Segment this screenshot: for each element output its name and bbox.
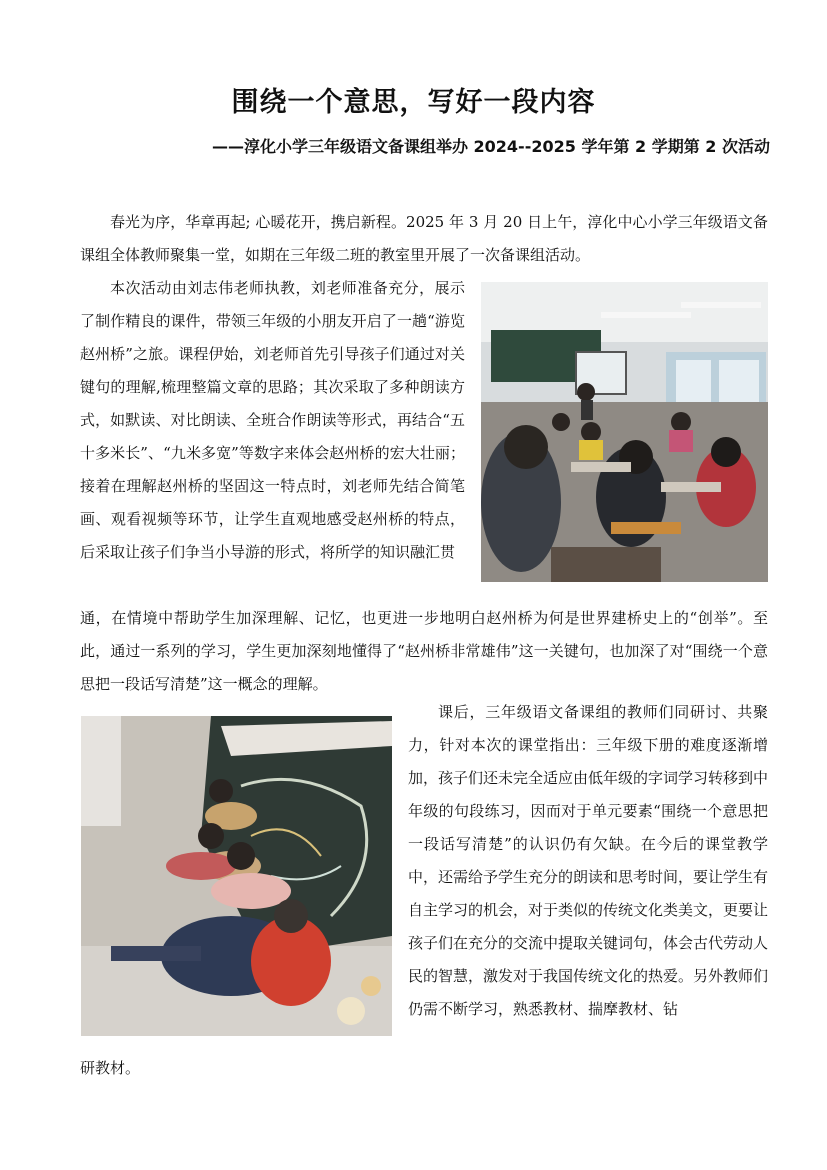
article-subtitle: ——淳化小学三年级语文备课组举办 2024--2025 学年第 2 学期第 2 次活动 (211, 137, 770, 156)
paragraph-lesson: 本次活动由刘志伟老师执教，刘老师准备充分，展示了制作精良的课件，带领三年级的小朋友开启了一趟“游览赵州桥”之旅。课程伊始，刘老师首先引导孩子们通过对关键句的理解,梳理整篇文章的思路；其次采取了多种朗读方式，如默读、对比朗读、全班合作朗读等形式，再结合“五十多米长”、“九米多宽”等数字来体会赵州桥的宏大壮丽；接着在理解赵州桥的坚固这一特点时，刘老师先结合简笔画、观看视频等环节，让学生直观地感受赵州桥的特点，后采取让孩子们争当小导游的形式，将所学的知识融汇贯 (80, 279, 465, 561)
article-title: 围绕一个意思，写好一段内容 (231, 87, 596, 118)
paragraph-lesson-continued: 通，在情境中帮助学生加深理解、记忆，也更进一步地明白赵州桥为何是世界建桥史上的“创举”。至此，通过一系列的学习，学生更加深刻地懂得了“赵州桥非常雄伟”这一关键句，也加深了对“围绕一个意思把一段话写清楚”这一概念的理解。 (80, 609, 768, 693)
classroom-photo (481, 282, 768, 582)
paragraph-ending: 研教材。 (80, 1059, 141, 1077)
paragraph-discussion: 课后，三年级语文备课组的教师们同研讨、共聚力，针对本次的课堂指出：三年级下册的难度逐渐增加，孩子们还未完全适应由低年级的字词学习转移到中年级的句段练习，因而对于单元要素“围绕一个意思把一段话写清楚”的认识仍有欠缺。在今后的课堂教学中，还需给予学生充分的朗读和思考时间，要让学生有自主学习的机会，对于类似的传统文化类美文，更要让孩子们在充分的交流中提取关键词句，体会古代劳动人民的智慧，激发对于我国传统文化的热爱。另外教师们仍需不断学习，熟悉教材、揣摩教材、钻 (408, 703, 769, 1018)
paragraph-intro: 春光为序，华章再起; 心暖花开，携启新程。2025 年 3 月 20 日上午，淳化中心小学三年级语文备课组全体教师聚集一堂，如期在三年级二班的教室里开展了一次备课组活动。 (80, 213, 768, 264)
students-reading-photo (81, 716, 392, 1036)
